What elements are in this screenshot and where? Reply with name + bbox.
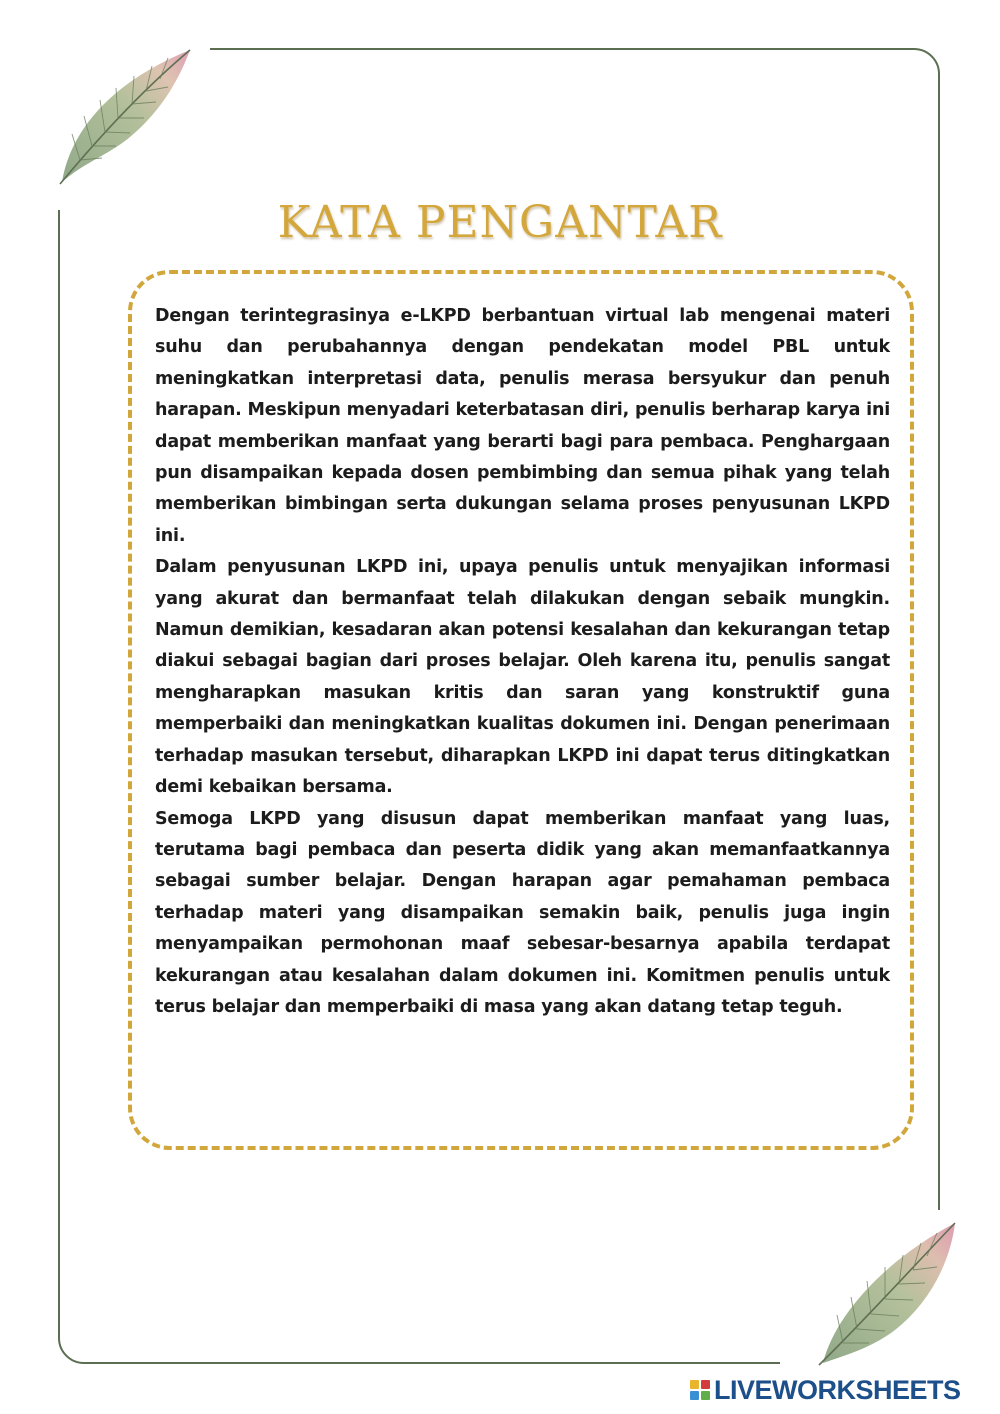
page-title: KATA PENGANTAR — [277, 197, 723, 249]
paragraph-3: Semoga LKPD yang disusun dapat memberikan manfaat yang luas, terutama bagi pembaca dan peserta didik yang akan memanfaatkannya sebagai sumber belajar. Dengan harapan agar pemahaman pembaca terhadap materi yang disampaikan semakin baik, penulis juga ingin menyampaikan permohonan maaf sebesar-besarnya apabila terdapat kekurangan atau kesalahan dalam dokumen ini. Komitmen penulis untuk terus belajar dan memperbaiki di masa yang akan datang tetap teguh. — [155, 808, 890, 1017]
liveworksheets-logo-icon — [690, 1380, 710, 1400]
paragraph-1: Dengan terintegrasinya e-LKPD berbantuan virtual lab mengenai materi suhu dan perubahannya dengan pendekatan model PBL untuk meningkatkan interpretasi data, penulis merasa bersyukur dan penuh harapan. Meskipun menyadari keterbatasan diri, penulis berharap karya ini dapat memberikan manfaat yang berarti bagi para pembaca. Penghargaan pun disampaikan kepada dosen pembimbing dan semua pihak yang telah memberikan bimbingan serta dukungan selama proses penyusunan LKPD ini. — [155, 306, 890, 546]
leaf-decoration-icon — [815, 1215, 970, 1370]
paragraph-2: Dalam penyusunan LKPD ini, upaya penulis untuk menyajikan informasi yang akurat dan bermanfaat telah dilakukan dengan sebaik mungkin. Namun demikian, kesadaran akan potensi kesalahan dan kekurangan tetap diakui sebagai bagian dari proses belajar. Oleh karena itu, penulis sangat mengharapkan masukan kritis dan saran yang konstruktif guna memperbaiki dan meningkatkan kualitas dokumen ini. Dengan penerimaan terhadap masukan tersebut, diharapkan LKPD ini dapat terus ditingkatkan demi kebaikan bersama. — [155, 557, 890, 798]
liveworksheets-logo[interactable] — [690, 1374, 990, 1406]
leaf-decoration-icon — [50, 42, 200, 187]
brand-name: LIVEWORKSHEETS — [714, 1374, 961, 1405]
body-text — [155, 301, 890, 1023]
